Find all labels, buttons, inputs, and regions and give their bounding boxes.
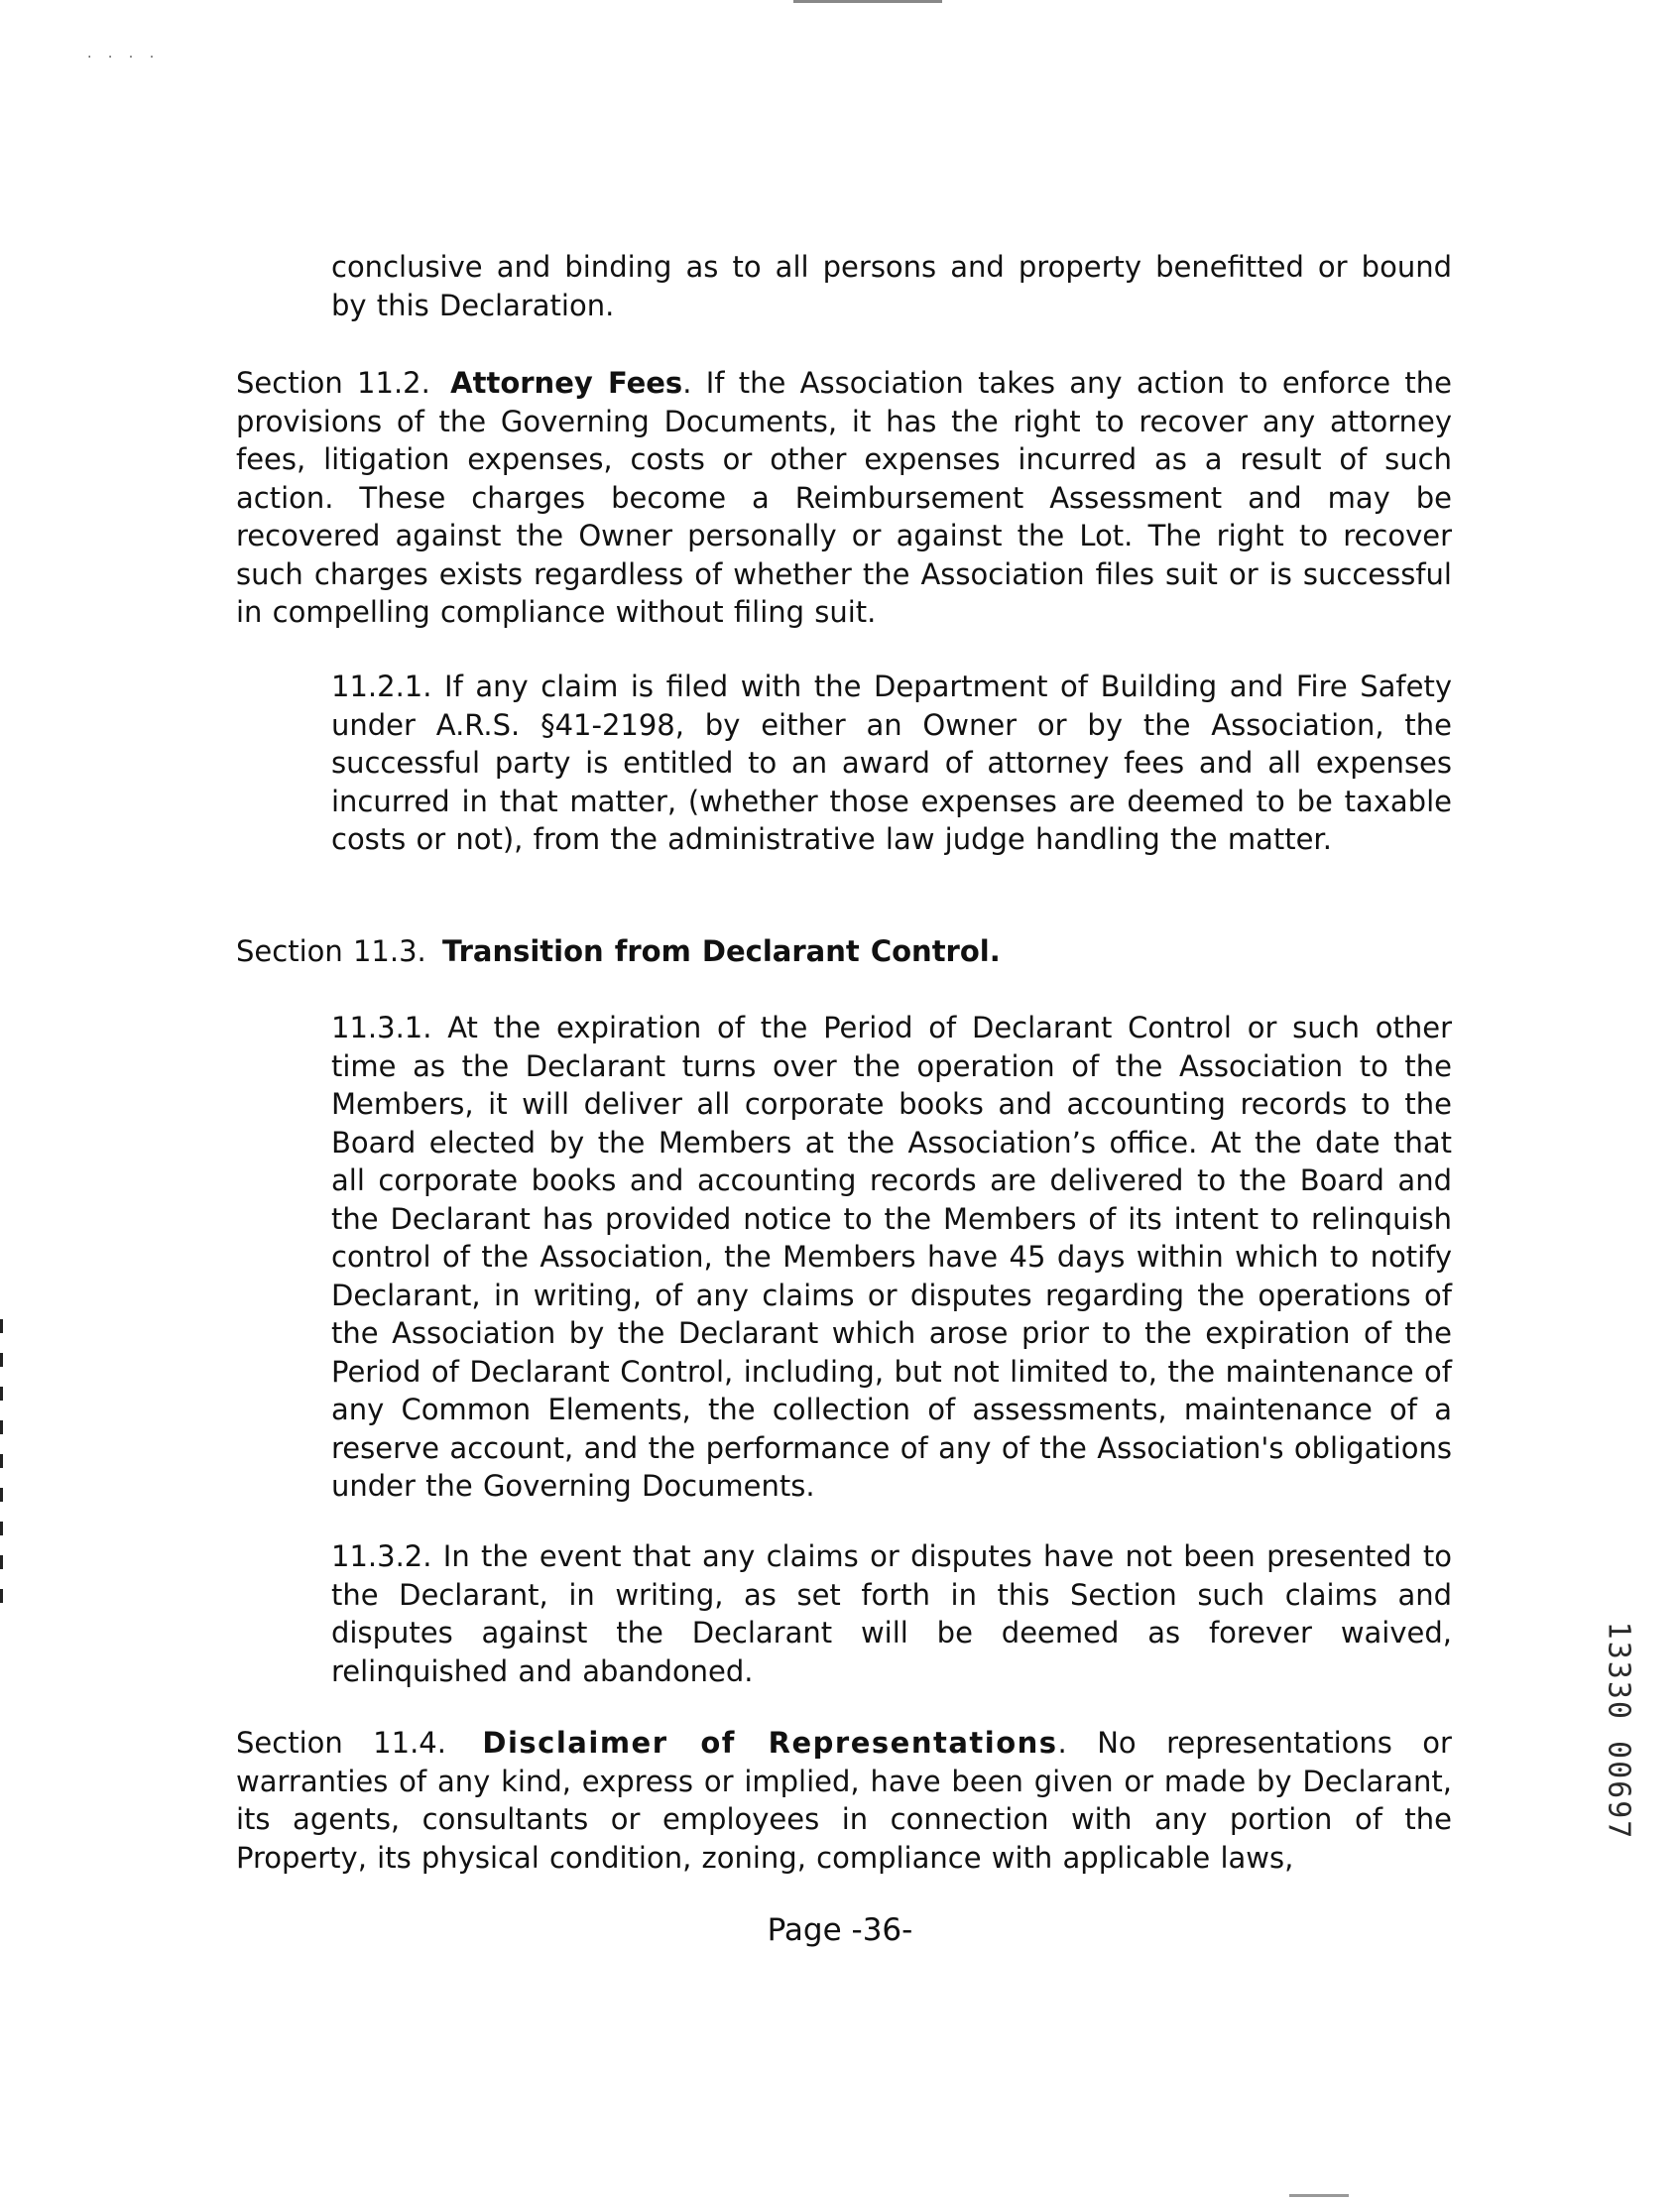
section-11-2 xyxy=(236,364,1452,632)
paragraph-continuation: conclusive and binding as to all persons and property benefitted or bound by this Declaration. xyxy=(331,250,1452,322)
scan-artifact-bottom xyxy=(1289,2194,1349,2197)
section-number: Section 11.2. xyxy=(236,366,430,400)
section-title: Attorney Fees xyxy=(450,366,683,400)
scan-artifact-dots: · · · · xyxy=(87,50,161,65)
section-11-3 xyxy=(236,932,1452,971)
recording-number: 13330 00697 xyxy=(1601,1621,1636,1841)
page-number: Page -36- xyxy=(767,1912,913,1948)
subsection-11-3-2: 11.3.2. In the event that any claims or disputes have not been presented to the Declarant, in writing, as set forth in this Section such claims and disputes against the Declarant will be deemed as forever waived, relinquished and abandoned. xyxy=(331,1539,1452,1688)
scan-artifact-top xyxy=(793,0,942,3)
scan-artifact-edge xyxy=(0,1319,3,1607)
section-title: Disclaimer of Representations xyxy=(482,1726,1058,1760)
section-number: Section 11.3. xyxy=(236,934,426,968)
section-number: Section 11.4. xyxy=(236,1726,446,1760)
section-title: Transition from Declarant Control. xyxy=(441,934,1001,968)
subsection-11-3-1: 11.3.1. At the expiration of the Period of Declarant Control or such other time as the Declarant turns over the operation of the Association to the Members, it will deliver all corporate books and accounting records to the Board elected by the Members at the Association’s office. At the date that all corporate books and accounting records are delivered to the Board and the Declarant has provided notice to the Members of its intent to relinquish control of the Association, the Members have 45 days within which to notify Declarant, in writing, of any claims or disputes regarding the operations of the Association by the Declarant which arose prior to the expiration of the Period of Declarant Control, including, but not limited to, the maintenance of any Common Elements, the collection of assessments, maintenance of a reserve account, and the performance of any of the Association's obligations under the Governing Documents. xyxy=(331,1011,1452,1503)
section-11-4 xyxy=(236,1724,1452,1877)
recording-stamp xyxy=(1597,1597,1640,1865)
section-body: . If the Association takes any action to enforce the provisions of the Governing Documents, it has the right to recover any attorney fees, litigation expenses, costs or other expenses incurred as a result of such action. These charges become a Reimbursement Assessment and may be recovered against the Owner personally or against the Lot. The right to recover such charges exists regardless of whether the Association files suit or is successful in compelling compliance without filing suit. xyxy=(236,366,1452,629)
section-body: . No representations or warranties of any kind, express or implied, have been given or made by Declarant, its agents, consultants or employees in connection with any portion of the Property, its physical condition, zoning, compliance with applicable laws, xyxy=(236,1726,1452,1875)
subsection-11-2-1: 11.2.1. If any claim is filed with the Department of Building and Fire Safety under A.R.S. §41-2198, by either an Owner or by the Association, the successful party is entitled to an award of attorney fees and all expenses incurred in that matter, (whether those expenses are deemed to be taxable costs or not), from the administrative law judge handling the matter. xyxy=(331,670,1452,856)
